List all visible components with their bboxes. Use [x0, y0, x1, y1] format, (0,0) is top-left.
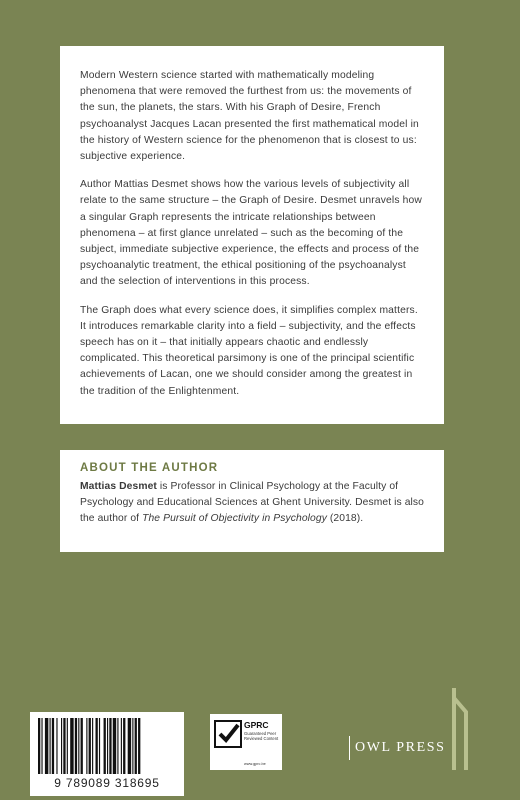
barcode-bar — [104, 718, 106, 774]
barcode-bar — [38, 718, 40, 774]
barcode-bar — [86, 718, 87, 774]
barcode — [30, 712, 184, 796]
blurb-paragraph-2: Author Mattias Desmet shows how the various levels of subjectivity all relate to the same structure – the Graph of Desire. Desmet unravels how a singular Graph represents the intricate relationships between phenomena – at first glance unrelated – such as the becoming of the subject, immediate subjective experience, the effects and process of the psychoanalytic treatment, the ethical positioning of the psychoanalyst and the selection of interventions in this process. — [80, 179, 423, 288]
barcode-bars — [36, 718, 178, 776]
blurb-paragraph-1: Modern Western science started with mathematically modeling phenomena that were removed the furthest from us: the movements of the sun, the planets, the stars. With his Graph of Desire, French psychoanalyst Jacques Lacan presented the first mathematical model in the history of Western science for the phenomenon that is closest to us: subjective experience. — [80, 70, 419, 163]
about-author-heading: ABOUT THE AUTHOR — [80, 462, 219, 474]
author-bio-text-2: (2018). — [326, 513, 364, 524]
barcode-bar — [117, 718, 118, 774]
barcode-bar — [63, 718, 65, 774]
owl-press-mark-icon — [448, 688, 468, 770]
barcode-bar — [41, 718, 42, 774]
barcode-bar — [128, 718, 131, 774]
barcode-bar — [45, 718, 48, 774]
author-book-title: The Pursuit of Objectivity in Psychology — [142, 513, 327, 524]
barcode-bar — [75, 718, 77, 774]
isbn-number: 9 789089 318695 — [54, 776, 160, 790]
publisher-divider — [349, 736, 350, 760]
blurb-panel — [60, 46, 444, 424]
barcode-bar — [70, 718, 73, 774]
barcode-bar — [121, 718, 122, 774]
barcode-bar — [135, 718, 137, 774]
barcode-bar — [109, 718, 111, 774]
barcode-bar — [81, 718, 83, 774]
barcode-bar — [123, 718, 125, 774]
barcode-bar — [56, 718, 57, 774]
blurb-paragraph-3: The Graph does what every science does, it simplifies complex matters. It introduces remarkable clarity into a field – subjectivity, and the effects speech has on it – that initially appears chaotic and endlessly complicated. This theoretical parsimony is one of the principal scientific achievements of Lacan, one we should consider among the greatest in the tradition of the Enlightenment. — [80, 304, 418, 397]
author-name: Mattias Desmet — [80, 481, 157, 492]
about-author-panel — [60, 450, 444, 552]
author-bio-text-1: is Professor in Clinical Psychology at the Faculty of Psychology and Educational Sciences at Ghent University. Desmet is also the author of — [80, 481, 425, 524]
gprc-title: GPRC — [244, 720, 269, 730]
author-bio — [80, 479, 424, 527]
barcode-bar — [92, 718, 93, 774]
barcode-bar — [67, 718, 68, 774]
publisher-name: OWL PRESS — [355, 740, 446, 755]
gprc-url: www.gprc.be — [244, 762, 266, 766]
barcode-bar — [107, 718, 108, 774]
barcode-bar — [50, 718, 51, 774]
barcode-bar — [89, 718, 91, 774]
barcode-bar — [99, 718, 100, 774]
gprc-subtitle: Guaranteed Peer Reviewed Content — [244, 731, 279, 741]
barcode-bar — [61, 718, 62, 774]
barcode-bar — [52, 718, 54, 774]
barcode-bar — [113, 718, 116, 774]
gprc-badge — [210, 714, 282, 770]
checkmark-icon — [214, 720, 242, 748]
barcode-bar — [138, 718, 140, 774]
barcode-bar — [78, 718, 79, 774]
barcode-bar — [96, 718, 98, 774]
barcode-bar — [132, 718, 133, 774]
